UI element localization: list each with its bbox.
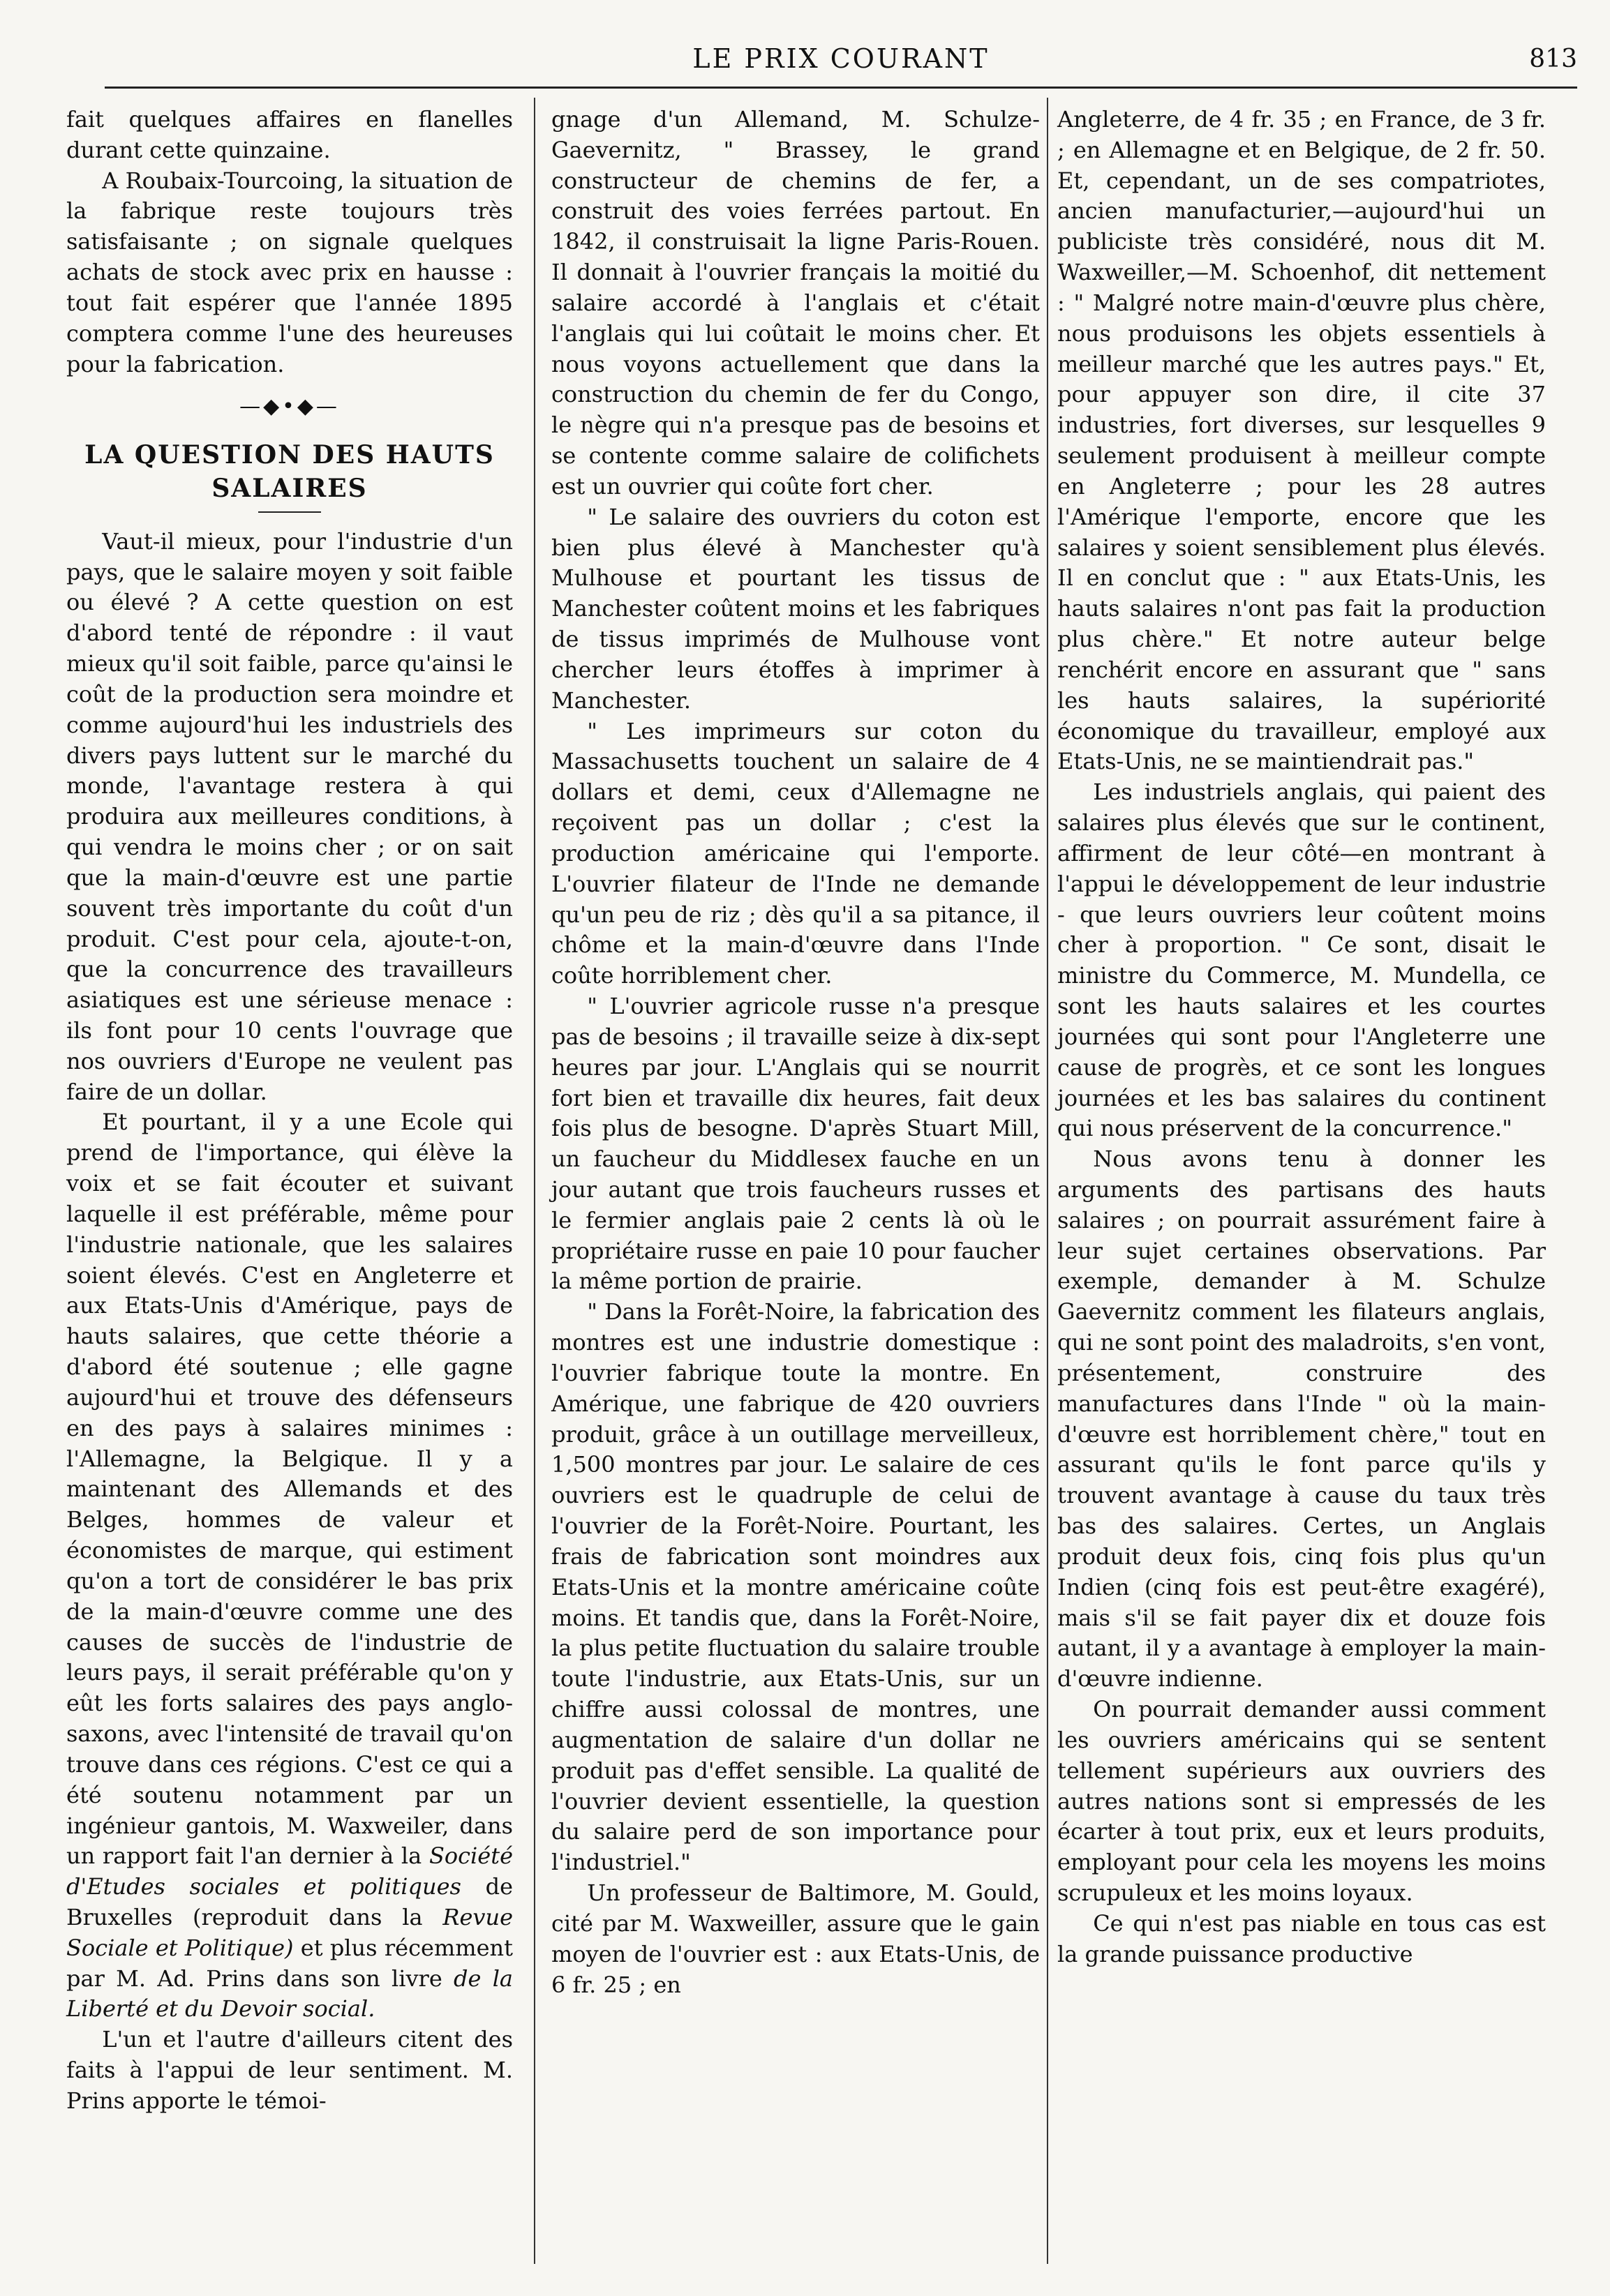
paragraph: Nous avons tenu à donner les arguments des partisans des hauts salaires ; on pourrait assurément faire à leur sujet certaines observations. Par exemple, demander à M. Schulze Gaevernitz comment les filateurs anglais, qui ne sont point des maladroits, s'en vont, présentement, construire des manufactures dans l'Inde " où la main-d'œuvre est horriblement chère," tout en assurant qu'ils le font parce qu'ils y trouvent avantage à cause du taux très bas des salaires. Certes, un Anglais produit deux fois, cinq fois plus qu'un Indien (cinq fois est peut-être exagéré), mais s'il se fait payer dix et douze fois autant, il y a avantage à employer la main-d'œuvre indienne.: [1057, 1146, 1546, 1693]
italic-title: de la Liberté et du Devoir social.: [66, 1965, 514, 2023]
header-rule: [105, 87, 1577, 89]
paragraph: Angleterre, de 4 fr. 35 ; en France, de 3 fr. ; en Allemagne et en Belgique, de 2 fr. 50. Et, cependant, un de ses compatriotes, ancien manufacturier,—aujourd'hui un publiciste très considéré, nous dit M. Waxweiller,—M. Schoenhof, dit nettement : " Malgré notre main-d'œuvre plus chère, nous produisons les objets essentiels à meilleur marché que les autres pays." Et, pour appuyer son dire, il cite 37 industries, fort diverses, sur lesquelles 9 seulement produisent à meilleur compte en Angleterre ; pour les 28 autres l'Amérique l'emporte, encore que les salaires y soient sensiblement plus élevés. Il en conclut que : " aux Etats-Unis, les hauts salaires n'ont pas fait la production plus chère." Et notre auteur belge renchérit encore en assurant que " sans les hauts salaires, la supériorité économique du travailleur, employé aux Etats-Unis, ne se maintiendrait pas.": [1057, 106, 1546, 775]
running-head: LE PRIX COURANT: [692, 43, 990, 74]
paragraph: Les industriels anglais, qui paient des salaires plus élevés que sur le continent, affirment de leur côté—en montrant à l'appui le développement de leur industrie - que leurs ouvriers leur coûtent moins cher à proportion. " Ce sont, disait le ministre du Commerce, M. Mundella, ce sont les hauts salaires et les courtes journées qui sont pour l'Angleterre une cause de progrès, et ce sont les longues journées et les bas salaires du continent qui nous préservent de la concurrence.": [1057, 779, 1546, 1142]
paragraph: [66, 1107, 513, 2025]
paragraph: On pourrait demander aussi comment les ouvriers américains qui se sentent tellement supérieurs aux ouvriers des autres nations sont si empressés de les écarter à tout prix, eux et leurs produits, employant pour cela les moyens les moins scrupuleux et les moins loyaux.: [1057, 1696, 1546, 1907]
paragraph: gnage d'un Allemand, M. Schulze-Gaevernitz, " Brassey, le grand constructeur de chemins de fer, a construit des voies ferrées partout. En 1842, il construisait la ligne Paris-Rouen. Il donnait à l'ouvrier français la moitié du salaire accordé à l'anglais et c'était l'anglais qui lui coûtait le moins cher. Et nous voyons actuellement que dans la construction du chemin de fer du Congo, le nègre qui n'a presque pas de besoins et se contente comme salaire de colifichets est un ouvrier qui coûte fort cher.: [551, 106, 1040, 500]
column-3: [1057, 105, 1546, 1970]
paragraph-text: de Bruxelles (reproduit dans la: [66, 1873, 514, 1930]
paragraph: " L'ouvrier agricole russe n'a presque pas de besoins ; il travaille seize à dix-sept heures par jour. L'Anglais qui se nourrit fort bien et travaille dix heures, fait deux fois plus de besogne. D'après Stuart Mill, un faucheur du Middlesex fauche en un jour autant que trois faucheurs russes et le fermier anglais paie 2 cents là où le propriétaire russe en paie 10 pour faucher la même portion de prairie.: [551, 993, 1040, 1295]
paragraph-text: et plus récemment par M. Ad. Prins dans son livre: [66, 1934, 514, 1992]
paragraph: Un professeur de Baltimore, M. Gould, cité par M. Waxweiller, assure que le gain moyen de l'ouvrier est : aux Etats-Unis, de 6 fr. 25 ; en: [551, 1879, 1040, 1998]
column-divider: [1047, 98, 1048, 2264]
column-divider: [534, 98, 535, 2264]
title-rule: [258, 511, 321, 513]
column-1: [66, 105, 513, 2117]
paragraph: L'un et l'autre d'ailleurs citent des faits à l'appui de leur sentiment. M. Prins apporte le témoi-: [66, 2026, 513, 2114]
page-header: [105, 28, 1577, 91]
paragraph-text: Et pourtant, il y a une Ecole qui prend de l'importance, qui élève la voix et se fait écouter et suivant laquelle il est préférable, même pour l'industrie nationale, que les salaires soient élevés. C'est en Angleterre et aux Etats-Unis d'Amérique, pays de hauts salaires, que cette théorie a d'abord été soutenue ; elle gagne aujourd'hui et trouve des défenseurs en des pays à salaires minimes : l'Allemagne, la Belgique. Il y a maintenant des Allemands et des Belges, hommes de valeur et économistes de marque, qui estiment qu'on a tort de considérer le bas prix de la main-d'œuvre comme une des causes de succès de l'industrie de leurs pays, il serait préférable qu'on y eût les forts salaires des pays anglo-saxons, avec l'intensité de travail qu'on trouve dans ces régions. C'est ce qui a été soutenu notamment par un ingénieur gantois, M. Waxweiler, dans un rapport fait l'an dernier à la: [66, 1109, 513, 1870]
article-title: LA QUESTION DES HAUTS SALAIRES: [84, 440, 495, 504]
page-number: 813: [1529, 45, 1577, 73]
column-2: [551, 105, 1040, 2000]
paragraph: " Les imprimeurs sur coton du Massachusetts touchent un salaire de 4 dollars et demi, ceux d'Allemagne ne reçoivent pas un dollar ; c'est la production américaine qui l'emporte. L'ouvrier filateur de l'Inde ne demande qu'un peu de riz ; dès qu'il a sa pitance, il chôme et la main-d'œuvre dans l'Inde coûte horriblement cher.: [551, 717, 1040, 989]
paragraph: A Roubaix-Tourcoing, la situation de la fabrique reste toujours très satisfaisante ; on signale quelques achats de stock avec prix en hausse : tout fait espérer que l'année 1895 comptera comme l'une des heureuses pour la fabrication.: [66, 167, 513, 377]
paragraph: fait quelques affaires en flanelles durant cette quinzaine.: [66, 106, 513, 163]
italic-title: Revue Sociale et Politique): [66, 1904, 513, 1961]
paragraph: " Dans la Forêt-Noire, la fabrication des montres est une industrie domestique : l'ouvrier fabrique toute la montre. En Amérique, une fabrique de 420 ouvriers produit, grâce à un outillage merveilleux, 1,500 montres par jour. Le salaire de ces ouvriers est le quadruple de celui de l'ouvrier de la Forêt-Noire. Pourtant, les frais de fabrication sont moindres aux Etats-Unis et la montre américaine coûte moins. Et tandis que, dans la Forêt-Noire, la plus petite fluctuation du salaire trouble toute l'industrie, aux Etats-Unis, sur un chiffre aussi colossal de montres, une augmentation de salaire d'un dollar ne produit pas d'effet sensible. La qualité de l'ouvrier devient essentielle, la question du salaire perd de son importance pour l'industriel.": [551, 1298, 1040, 1876]
paragraph: Vaut-il mieux, pour l'industrie d'un pays, que le salaire moyen y soit faible ou élevé ? A cette question on est d'abord tenté de répondre : il vaut mieux qu'il soit faible, parce qu'ainsi le coût de la production sera moindre et comme aujourd'hui les industriels des divers pays luttent sur le marché du monde, l'avantage restera à qui produira aux meilleures conditions, à qui vendra le moins cher ; or on sait que la main-d'œuvre est une partie souvent très importante du coût d'un produit. C'est pour cela, ajoute-t-on, que la concurrence des travailleurs asiatiques est une sérieuse menace : ils font pour 10 cents l'ouvrage que nos ouvriers d'Europe ne veulent pas faire de un dollar.: [66, 527, 513, 1105]
paragraph: " Le salaire des ouvriers du coton est bien plus élevé à Manchester qu'à Mulhouse et pourtant les tissus de Manchester coûtent moins et les fabriques de tissus imprimés de Mulhouse vont chercher leurs étoffes à imprimer à Manchester.: [551, 503, 1040, 714]
section-ornament: —◆•◆—: [239, 394, 340, 419]
italic-title: Société d'Etudes sociales et politiques: [66, 1843, 514, 1900]
paragraph: Ce qui n'est pas niable en tous cas est la grande puissance productive: [1057, 1909, 1546, 1967]
